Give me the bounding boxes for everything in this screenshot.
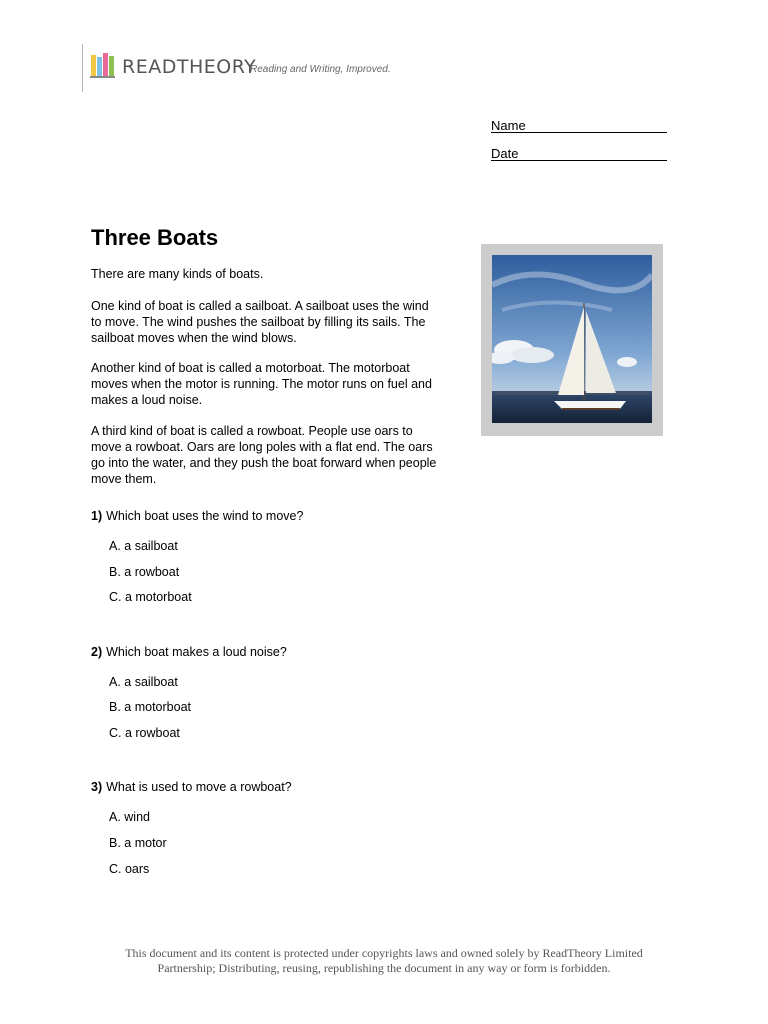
passage-paragraph: One kind of boat is called a sailboat. A sailboat uses the wind to move. The wind pushes the sailboat by filling its sails. The sailboat moves when the wind blows. (91, 299, 429, 345)
footer-line: Partnership; Distributing, reusing, republishing the document in any way or form is forbidden. (157, 961, 611, 975)
header-divider (82, 44, 83, 92)
question-2 (91, 644, 287, 660)
answer-option: B. a motor (109, 836, 167, 850)
books-logo-icon (90, 52, 116, 78)
passage-paragraph: Another kind of boat is called a motorboat. The motorboat moves when the motor is running. The motor runs on fuel and makes a loud noise. (91, 361, 432, 407)
passage-title: Three Boats (91, 225, 219, 250)
footer-line: This document and its content is protected under copyrights laws and owned solely by ReadTheory Limited (125, 946, 643, 960)
copyright-footer (60, 946, 708, 976)
answer-option: C. oars (109, 862, 150, 876)
passage-paragraph: A third kind of boat is called a rowboat. People use oars to move a rowboat. Oars are long poles with a flat end. The oars go into the water, and they push the boat forward when people move them. (91, 424, 437, 486)
answer-option: B. a motorboat (109, 700, 191, 714)
passage-paragraph: There are many kinds of boats. (91, 267, 264, 281)
answer-option: C. a rowboat (109, 726, 180, 740)
answer-option: A. a sailboat (109, 539, 178, 553)
question-text: Which boat makes a loud noise? (106, 645, 287, 659)
brand-name: READTHEORY (122, 56, 257, 78)
date-label: Date (491, 146, 519, 161)
name-line (491, 132, 667, 133)
answer-option: C. a motorboat (109, 590, 192, 604)
question-3 (91, 779, 292, 795)
question-number: 1) (91, 509, 103, 523)
question-text: What is used to move a rowboat? (106, 780, 292, 794)
answer-option: A. a sailboat (109, 675, 178, 689)
question-text: Which boat uses the wind to move? (106, 509, 304, 523)
question-number: 2) (91, 645, 103, 659)
photo-frame (481, 244, 663, 436)
brand-tagline: Reading and Writing, Improved. (250, 64, 391, 75)
date-line (491, 160, 667, 161)
question-1 (91, 508, 303, 524)
name-label: Name (491, 118, 526, 133)
sailboat-photo (492, 255, 652, 423)
answer-option: A. wind (109, 810, 150, 824)
answer-option: B. a rowboat (109, 565, 180, 579)
question-number: 3) (91, 780, 103, 794)
